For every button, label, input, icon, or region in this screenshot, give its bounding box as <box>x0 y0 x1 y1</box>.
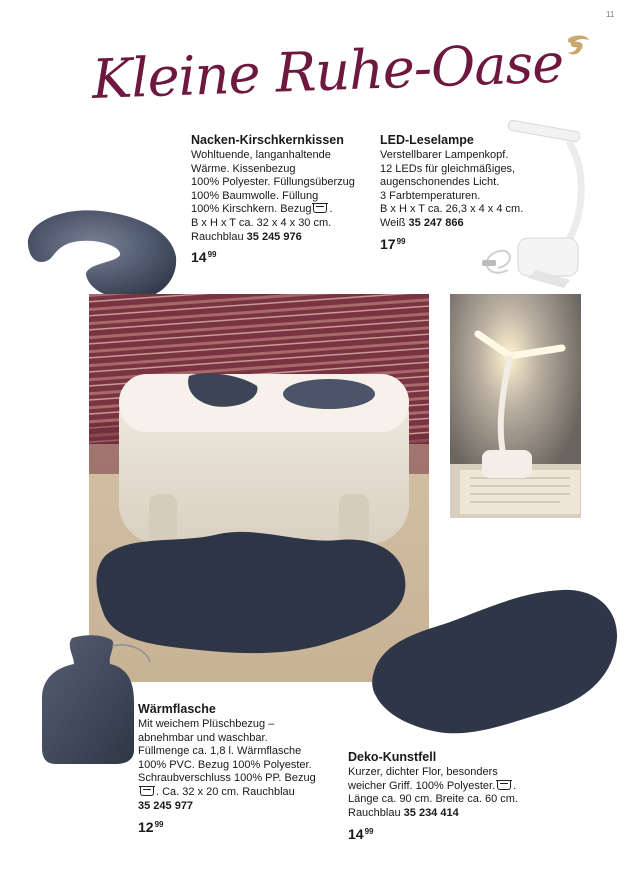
lamp-price-main: 17 <box>380 235 396 252</box>
bottle-article-number: 35 245 977 <box>138 799 194 812</box>
pillow-name: Nacken-Kirschkernkissen <box>191 133 344 147</box>
bottle-name: Wärmflasche <box>138 702 216 716</box>
faux-fur-rug-image <box>366 586 624 742</box>
pillow-article-number: 35 245 976 <box>246 230 302 243</box>
pillow-price <box>191 249 376 265</box>
page-number: 11 <box>606 10 615 19</box>
fur-desc-part1: Kurzer, dichter Flor, besonders weicher Griff. 100% Polyester. <box>348 766 498 792</box>
fur-article-number: 35 234 414 <box>403 806 459 819</box>
pillow-price-cents: 99 <box>207 250 217 260</box>
page-headline: Kleine Ruhe-Oase <box>90 31 565 111</box>
pillow-desc-part1: Wohltuende, langanhaltende Wärme. Kissenbezug 100% Polyester. Füllungsüberzug 100% Baumwolle. Füllung 100% Kirschkern. Bezug <box>191 149 355 216</box>
wash-symbol-icon <box>497 780 511 790</box>
bottle-price-cents: 99 <box>154 820 164 830</box>
fur-price <box>348 826 538 842</box>
wash-symbol-icon <box>140 786 154 796</box>
lamp-in-use-photo <box>450 294 581 518</box>
fur-product-block <box>348 750 538 842</box>
brand-logo-icon <box>563 32 593 60</box>
pillow-desc-part2: . B x H x T ca. 32 x 4 x 30 cm. Rauchblau <box>191 203 333 243</box>
fur-price-main: 14 <box>348 826 364 843</box>
fur-price-cents: 99 <box>364 827 374 837</box>
pillow-price-main: 14 <box>191 249 207 266</box>
neck-pillow-image <box>20 205 180 305</box>
fur-desc-part2: . Länge ca. 90 cm. Breite ca. 60 cm. Rauchblau <box>348 779 518 819</box>
lamp-product-image <box>478 120 613 292</box>
pillow-description <box>191 149 376 244</box>
wash-symbol-icon <box>313 203 327 213</box>
lamp-name: LED-Leselampe <box>380 133 474 147</box>
bottle-desc-part1: Mit weichem Plüschbezug – abnehmbar und waschbar. Füllmenge ca. 1,8 l. Wärmflasche 100% PVC. Bezug 100% Polyester. Schraubverschluss 100% PP. Bezug <box>138 718 316 785</box>
bottle-price-main: 12 <box>138 819 154 836</box>
bottle-price <box>138 819 338 835</box>
bottle-description <box>138 718 338 813</box>
lamp-price-cents: 99 <box>396 236 406 246</box>
lamp-article-number: 35 247 866 <box>408 216 464 229</box>
bottle-desc-part2: . Ca. 32 x 20 cm. Rauchblau <box>156 785 295 798</box>
bottle-product-block <box>138 702 338 835</box>
pillow-product-block <box>191 133 376 265</box>
fur-name: Deko-Kunstfell <box>348 750 437 764</box>
fur-description <box>348 766 538 820</box>
lamp-desc: Verstellbarer Lampenkopf. 12 LEDs für gleichmäßiges, augenschonendes Licht. 3 Farbtemperaturen. B x H x T ca. 26,3 x 4 x 4 cm. Weiß <box>380 149 524 229</box>
